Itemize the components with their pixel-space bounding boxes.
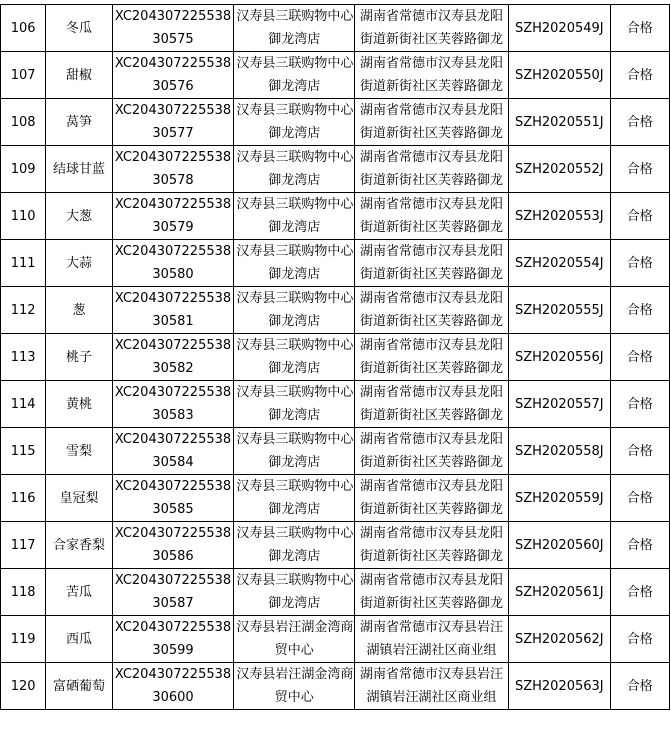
table-row [1,5,670,52]
cell-report-number-text: SZH2020554J [514,255,604,271]
table-row [1,616,670,663]
inspection-results-table [0,4,670,710]
cell-report-number-text: SZH2020551J [514,114,604,130]
cell-sample-code [112,146,234,193]
cell-seq-text: 113 [10,349,36,365]
cell-report-number-text: SZH2020549J [514,20,604,36]
cell-sample-code-text: XC204307225538 [114,197,232,212]
cell-store-name-text: 御龙湾店 [268,361,321,376]
cell-store-address-text: 街道新街社区芙蓉路御龙 [360,596,504,611]
cell-sample-code-text: XC204307225538 [114,9,232,24]
cell-store-name-text: 汉寿县三联购物中心 [236,385,354,400]
table-row [1,287,670,334]
cell-store-name-text: 御龙湾店 [268,502,321,517]
cell-sample-code [112,428,234,475]
cell-store-name [234,5,355,52]
cell-sample-code-text: 30578 [152,173,194,188]
cell-sample-code [112,5,234,52]
cell-report-number [509,193,611,240]
table-row [1,334,670,381]
cell-report-number-text: SZH2020560J [514,537,604,553]
cell-product-name-text: 黄桃 [65,396,92,412]
cell-product-name [46,287,112,334]
cell-seq-text: 115 [10,443,36,459]
cell-store-name-text: 御龙湾店 [268,549,321,564]
cell-store-address-text: 街道新街社区芙蓉路御龙 [360,455,504,470]
cell-store-name [234,52,355,99]
cell-sample-code-text: 30600 [152,690,194,705]
cell-store-address [355,428,509,475]
cell-report-number-text: SZH2020556J [514,349,604,365]
cell-sample-code-text: 30585 [152,502,194,517]
cell-store-name-text: 汉寿县三联购物中心 [236,103,354,118]
cell-sample-code [112,663,234,710]
cell-store-name [234,334,355,381]
cell-result [610,52,669,99]
cell-result [610,193,669,240]
cell-result [610,240,669,287]
cell-store-name [234,99,355,146]
cell-store-address-text: 街道新街社区芙蓉路御龙 [360,314,504,329]
cell-result-text: 合格 [626,490,653,506]
cell-store-address [355,287,509,334]
cell-seq-text: 108 [10,114,36,130]
cell-store-name-text: 汉寿县三联购物中心 [236,573,354,588]
cell-store-address-text: 湖南省常德市汉寿县龙阳 [360,291,504,306]
cell-store-name-text: 汉寿县三联购物中心 [236,244,354,259]
cell-product-name [46,193,112,240]
table-row [1,146,670,193]
cell-store-address-text: 湖南省常德市汉寿县岩汪 [360,620,504,635]
cell-store-name [234,663,355,710]
cell-product-name-text: 甜椒 [65,67,92,83]
cell-report-number [509,569,611,616]
cell-sample-code-text: XC204307225538 [114,479,232,494]
cell-store-name-text: 御龙湾店 [268,314,321,329]
cell-product-name [46,522,112,569]
cell-store-name [234,475,355,522]
cell-result-text: 合格 [626,208,653,224]
cell-store-address [355,334,509,381]
cell-seq-text: 107 [10,67,36,83]
cell-sample-code-text: 30586 [152,549,194,564]
cell-product-name-text: 结球甘蓝 [52,161,105,177]
cell-report-number-text: SZH2020563J [514,678,604,694]
cell-report-number [509,663,611,710]
cell-report-number [509,334,611,381]
cell-report-number [509,5,611,52]
cell-result [610,5,669,52]
cell-sample-code [112,569,234,616]
cell-store-address [355,381,509,428]
cell-sample-code-text: XC204307225538 [114,56,232,71]
cell-sample-code-text: XC204307225538 [114,244,232,259]
cell-store-address [355,663,509,710]
cell-result-text: 合格 [626,584,653,600]
cell-sample-code-text: 30582 [152,361,194,376]
cell-report-number [509,616,611,663]
cell-store-address-text: 街道新街社区芙蓉路御龙 [360,32,504,47]
cell-store-name-text: 汉寿县三联购物中心 [236,291,354,306]
cell-seq [1,616,46,663]
cell-result-text: 合格 [626,67,653,83]
cell-seq [1,475,46,522]
cell-seq-text: 109 [10,161,36,177]
cell-report-number [509,240,611,287]
cell-store-address-text: 湖南省常德市汉寿县龙阳 [360,197,504,212]
cell-sample-code-text: XC204307225538 [114,385,232,400]
cell-seq-text: 120 [10,678,36,694]
cell-seq-text: 111 [10,255,36,271]
cell-store-address [355,146,509,193]
cell-store-address-text: 街道新街社区芙蓉路御龙 [360,502,504,517]
table-row [1,240,670,287]
cell-report-number-text: SZH2020562J [514,631,604,647]
cell-store-address-text: 湖南省常德市汉寿县龙阳 [360,244,504,259]
cell-sample-code [112,99,234,146]
cell-store-name [234,569,355,616]
cell-seq-text: 110 [10,208,36,224]
cell-store-name-text: 御龙湾店 [268,79,321,94]
cell-result-text: 合格 [626,161,653,177]
cell-seq [1,146,46,193]
cell-sample-code-text: XC204307225538 [114,526,232,541]
table-row [1,52,670,99]
cell-store-address-text: 湖南省常德市汉寿县龙阳 [360,338,504,353]
cell-sample-code-text: XC204307225538 [114,620,232,635]
cell-sample-code-text: XC204307225538 [114,150,232,165]
cell-store-address-text: 湖镇岩汪湖社区商业组 [366,690,497,705]
cell-result [610,522,669,569]
cell-sample-code-text: XC204307225538 [114,338,232,353]
cell-store-address-text: 湖镇岩汪湖社区商业组 [366,643,497,658]
cell-result [610,99,669,146]
cell-store-address-text: 街道新街社区芙蓉路御龙 [360,173,504,188]
cell-seq [1,334,46,381]
cell-store-address-text: 湖南省常德市汉寿县龙阳 [360,150,504,165]
cell-report-number-text: SZH2020557J [514,396,604,412]
cell-result [610,663,669,710]
cell-seq-text: 116 [10,490,36,506]
cell-result [610,616,669,663]
cell-store-name [234,522,355,569]
cell-sample-code-text: XC204307225538 [114,667,232,682]
cell-product-name-text: 富硒葡萄 [52,678,105,694]
cell-result [610,475,669,522]
cell-sample-code-text: XC204307225538 [114,573,232,588]
cell-report-number-text: SZH2020550J [514,67,604,83]
cell-product-name-text: 皇冠梨 [59,490,99,506]
cell-seq [1,663,46,710]
cell-store-address [355,616,509,663]
cell-sample-code [112,475,234,522]
cell-store-name-text: 汉寿县岩汪湖金湾商 [236,667,354,682]
cell-store-address-text: 湖南省常德市汉寿县龙阳 [360,56,504,71]
cell-store-name-text: 御龙湾店 [268,173,321,188]
cell-report-number-text: SZH2020558J [514,443,604,459]
cell-sample-code [112,240,234,287]
cell-result-text: 合格 [626,631,653,647]
cell-store-name [234,381,355,428]
cell-seq-text: 118 [10,584,36,600]
cell-store-address [355,99,509,146]
cell-store-address [355,475,509,522]
cell-store-address-text: 街道新街社区芙蓉路御龙 [360,220,504,235]
cell-store-address [355,52,509,99]
cell-sample-code-text: 30584 [152,455,194,470]
cell-report-number [509,381,611,428]
cell-product-name [46,428,112,475]
cell-report-number [509,99,611,146]
cell-sample-code-text: XC204307225538 [114,291,232,306]
cell-store-address [355,240,509,287]
cell-store-address-text: 街道新街社区芙蓉路御龙 [360,126,504,141]
cell-seq-text: 112 [10,302,36,318]
cell-sample-code-text: XC204307225538 [114,103,232,118]
cell-seq [1,240,46,287]
cell-store-name [234,428,355,475]
cell-store-address-text: 湖南省常德市汉寿县龙阳 [360,479,504,494]
cell-store-name-text: 御龙湾店 [268,408,321,423]
cell-product-name-text: 雪梨 [65,443,92,459]
cell-store-name-text: 汉寿县三联购物中心 [236,526,354,541]
cell-product-name-text: 西瓜 [65,631,92,647]
cell-result [610,381,669,428]
cell-sample-code [112,334,234,381]
table-row [1,522,670,569]
cell-result [610,569,669,616]
cell-store-name-text: 汉寿县岩汪湖金湾商 [236,620,354,635]
cell-store-name-text: 汉寿县三联购物中心 [236,432,354,447]
cell-seq [1,381,46,428]
cell-store-name-text: 汉寿县三联购物中心 [236,479,354,494]
cell-store-name-text: 汉寿县三联购物中心 [236,150,354,165]
cell-product-name-text: 合家香梨 [52,537,105,553]
cell-result [610,146,669,193]
cell-result-text: 合格 [626,20,653,36]
cell-store-name [234,193,355,240]
cell-store-name [234,616,355,663]
cell-store-address-text: 湖南省常德市汉寿县龙阳 [360,103,504,118]
cell-sample-code-text: 30579 [152,220,194,235]
cell-result-text: 合格 [626,114,653,130]
cell-store-name-text: 御龙湾店 [268,32,321,47]
cell-store-address-text: 街道新街社区芙蓉路御龙 [360,79,504,94]
cell-report-number-text: SZH2020561J [514,584,604,600]
cell-store-name-text: 汉寿县三联购物中心 [236,197,354,212]
cell-store-address-text: 湖南省常德市汉寿县龙阳 [360,432,504,447]
cell-product-name [46,240,112,287]
cell-sample-code-text: 30575 [152,32,194,47]
cell-seq [1,569,46,616]
cell-report-number-text: SZH2020559J [514,490,604,506]
cell-sample-code-text: 30581 [152,314,194,329]
cell-store-address-text: 湖南省常德市汉寿县龙阳 [360,573,504,588]
cell-seq [1,52,46,99]
cell-report-number [509,428,611,475]
table-body [1,5,670,710]
cell-sample-code-text: 30577 [152,126,194,141]
cell-product-name-text: 冬瓜 [65,20,92,36]
cell-store-address-text: 街道新街社区芙蓉路御龙 [360,267,504,282]
cell-product-name [46,616,112,663]
cell-result-text: 合格 [626,255,653,271]
cell-product-name-text: 莴笋 [65,114,92,130]
cell-sample-code-text: 30576 [152,79,194,94]
cell-result-text: 合格 [626,443,653,459]
cell-store-name-text: 汉寿县三联购物中心 [236,338,354,353]
cell-result-text: 合格 [626,678,653,694]
cell-product-name [46,381,112,428]
cell-store-address [355,5,509,52]
table-row [1,99,670,146]
table-row [1,663,670,710]
cell-sample-code [112,287,234,334]
cell-seq [1,193,46,240]
cell-store-address [355,569,509,616]
table-row [1,475,670,522]
cell-report-number-text: SZH2020553J [514,208,604,224]
table-row [1,428,670,475]
cell-sample-code [112,52,234,99]
cell-seq [1,428,46,475]
cell-result [610,287,669,334]
cell-store-address-text: 湖南省常德市汉寿县龙阳 [360,9,504,24]
cell-product-name-text: 大葱 [65,208,92,224]
cell-store-address [355,193,509,240]
cell-report-number [509,475,611,522]
cell-store-name-text: 御龙湾店 [268,126,321,141]
cell-sample-code-text: 30599 [152,643,194,658]
cell-report-number-text: SZH2020555J [514,302,604,318]
cell-result [610,428,669,475]
cell-sample-code-text: 30580 [152,267,194,282]
cell-sample-code-text: 30583 [152,408,194,423]
cell-sample-code-text: 30587 [152,596,194,611]
cell-result-text: 合格 [626,396,653,412]
table-row [1,569,670,616]
cell-result-text: 合格 [626,537,653,553]
cell-product-name [46,5,112,52]
table-row [1,193,670,240]
table-row [1,381,670,428]
cell-result-text: 合格 [626,302,653,318]
cell-report-number [509,52,611,99]
cell-product-name [46,334,112,381]
cell-product-name [46,99,112,146]
cell-seq-text: 106 [10,20,36,36]
cell-product-name [46,569,112,616]
cell-store-name-text: 贸中心 [274,643,314,658]
cell-report-number [509,146,611,193]
cell-result [610,334,669,381]
cell-seq-text: 119 [10,631,36,647]
cell-sample-code [112,522,234,569]
cell-store-address-text: 街道新街社区芙蓉路御龙 [360,549,504,564]
cell-product-name-text: 大蒜 [65,255,92,271]
cell-seq [1,287,46,334]
cell-product-name [46,475,112,522]
cell-product-name [46,146,112,193]
cell-sample-code [112,616,234,663]
cell-sample-code-text: XC204307225538 [114,432,232,447]
cell-store-name-text: 御龙湾店 [268,267,321,282]
cell-store-address [355,522,509,569]
cell-product-name-text: 苦瓜 [65,584,92,600]
cell-product-name [46,663,112,710]
cell-store-address-text: 街道新街社区芙蓉路御龙 [360,361,504,376]
cell-store-address-text: 湖南省常德市汉寿县龙阳 [360,385,504,400]
cell-report-number [509,522,611,569]
cell-product-name-text: 桃子 [65,349,92,365]
cell-result-text: 合格 [626,349,653,365]
cell-store-name [234,146,355,193]
cell-seq-text: 114 [10,396,36,412]
cell-report-number-text: SZH2020552J [514,161,604,177]
cell-store-name [234,240,355,287]
cell-product-name [46,52,112,99]
cell-report-number [509,287,611,334]
cell-store-name-text: 汉寿县三联购物中心 [236,56,354,71]
cell-seq [1,522,46,569]
cell-store-name-text: 御龙湾店 [268,596,321,611]
cell-store-address-text: 街道新街社区芙蓉路御龙 [360,408,504,423]
cell-store-name [234,287,355,334]
cell-seq-text: 117 [10,537,36,553]
cell-product-name-text: 葱 [72,302,86,318]
cell-store-name-text: 贸中心 [274,690,314,705]
cell-store-address-text: 湖南省常德市汉寿县岩汪 [360,667,504,682]
cell-store-address-text: 湖南省常德市汉寿县龙阳 [360,526,504,541]
cell-seq [1,5,46,52]
cell-sample-code [112,381,234,428]
cell-store-name-text: 御龙湾店 [268,220,321,235]
cell-store-name-text: 汉寿县三联购物中心 [236,9,354,24]
cell-sample-code [112,193,234,240]
cell-store-name-text: 御龙湾店 [268,455,321,470]
cell-seq [1,99,46,146]
